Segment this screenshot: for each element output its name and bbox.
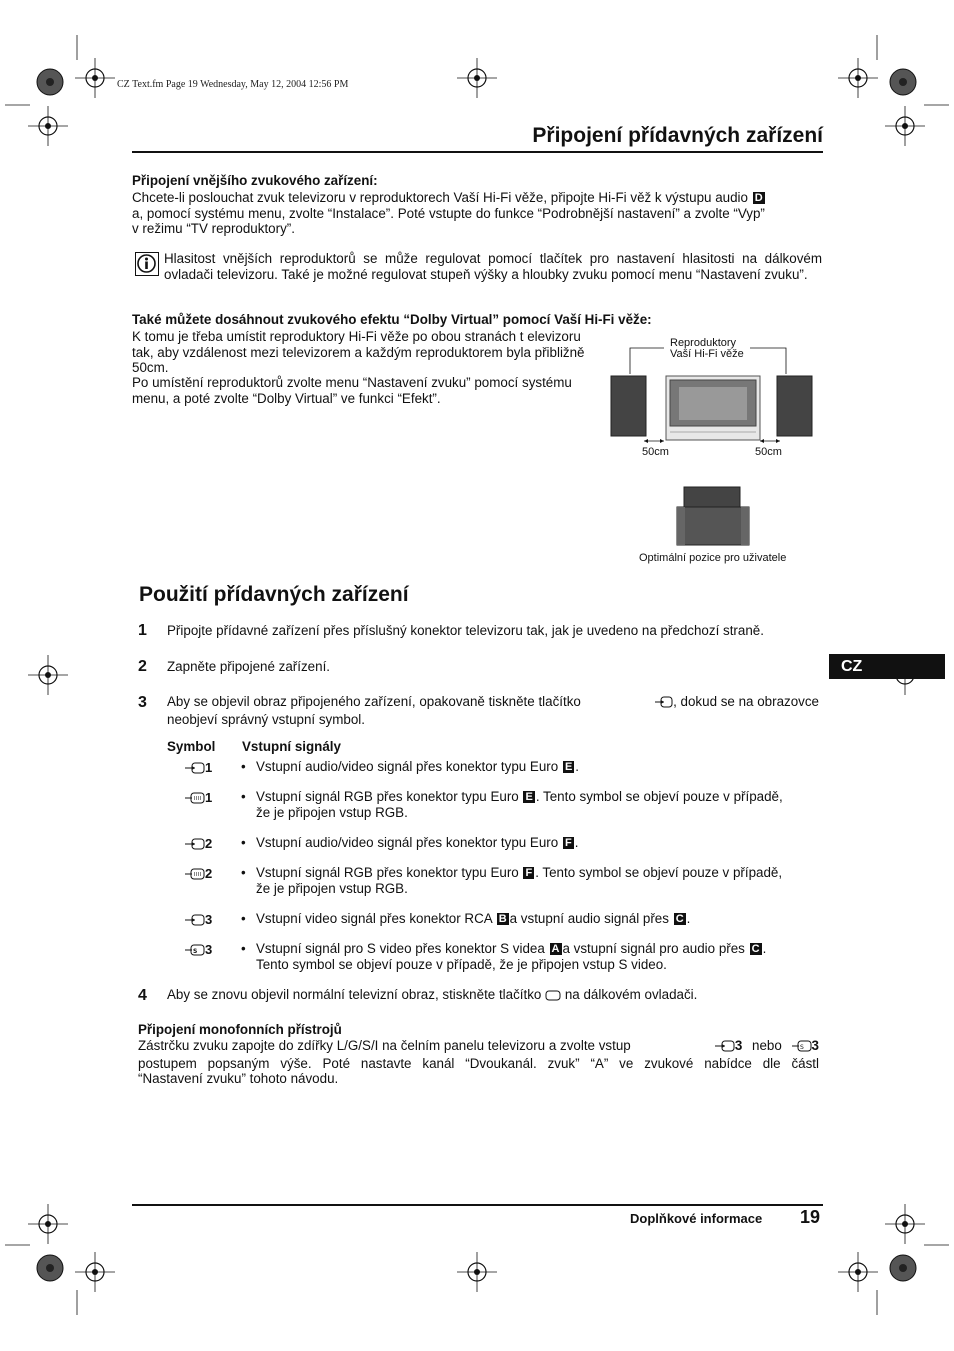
signal-description: Vstupní audio/video signál přes konektor typu Euro F . — [256, 835, 579, 850]
signal-description: Vstupní signál pro S video přes konektor S videa A a vstupní signál pro audio přes C . Tento symbol se objeví pouze v případě, že je připojen vstup S video. — [256, 941, 767, 972]
symbol-cell: 2 — [185, 866, 212, 883]
bullet: • — [241, 759, 246, 774]
svideo-input-icon — [792, 1040, 812, 1056]
mono-heading: Připojení monofonních přístrojů — [138, 1022, 342, 1037]
figure-label: Reproduktory Vaší Hi-Fi věže — [670, 337, 744, 360]
page-number: 19 — [800, 1207, 821, 1227]
connector-label: C — [675, 913, 684, 925]
footer-section: Doplňkové informace — [630, 1211, 763, 1226]
signal-description: Vstupní audio/video signál přes konektor typu Euro E . — [256, 759, 580, 774]
volume-note: Hlasitost vnějších reproduktorů se může regulovat pomocí tlačítek pro nastavení hlasitosti na dálkovém ovladači televizoru. Také je možné regulovat stupeň výšky a hloubky zvuku pomocí menu “Nastavení zvuku”. — [164, 251, 822, 282]
section-heading-external-audio: Připojení vnějšího zvukového zařízení: — [132, 173, 378, 188]
speaker-placement-figure — [600, 335, 830, 575]
chair-caption: Optimální pozice pro uživatele — [639, 552, 787, 564]
signal-description: Vstupní signál RGB přes konektor typu Euro E . Tento symbol se objeví pouze v případě, že je připojen vstup RGB. — [256, 789, 783, 820]
dolby-paragraph-2: Po umístění reproduktorů zvolte menu “Nastavení zvuku” pomocí systému menu, a poté zvolte “Dolby Virtual” ve funkci “Efekt”. — [132, 375, 572, 406]
step-number: 1 — [138, 622, 147, 639]
svideo-input-icon — [185, 944, 205, 959]
table-header-signals: Vstupní signály — [242, 739, 341, 754]
bullet: • — [241, 789, 246, 804]
distance-left: 50cm — [642, 446, 669, 458]
symbol-cell: S 3 — [185, 942, 212, 959]
av-input-icon — [715, 1040, 735, 1056]
av-input-icon — [185, 762, 205, 777]
connector-label: C — [751, 943, 760, 955]
av-input-icon — [185, 838, 205, 853]
connector-label: B — [498, 913, 507, 925]
footer-rule — [132, 1204, 823, 1206]
distance-right: 50cm — [755, 446, 782, 458]
frame-info: CZ Text.fm Page 19 Wednesday, May 12, 2004 12:56 PM — [117, 79, 349, 90]
signal-description: Vstupní signál RGB přes konektor typu Euro F . Tento symbol se objeví pouze v případě, že je připojen vstup RGB. — [256, 865, 783, 896]
connector-label: A — [551, 943, 560, 955]
bullet: • — [241, 835, 246, 850]
dolby-paragraph-1: K tomu je třeba umístit reproduktory Hi-Fi věže po obou stranách t elevizoru tak, aby vzdálenost mezi televizorem a každým reproduktorem byla přibližně 50cm. — [132, 329, 585, 375]
step-2-text: Zapněte připojené zařízení. — [167, 659, 331, 674]
rgb-input-icon — [185, 792, 205, 807]
section-heading-dolby: Také můžete dosáhnout zvukového efektu “Dolby Virtual” pomocí Vaší Hi-Fi věže: — [132, 312, 652, 327]
connector-label: D — [754, 192, 763, 204]
step-number: 3 — [138, 694, 147, 711]
mono-paragraph: Zástrčku zvuku zapojte do zdířky L/G/S/I na čelním panelu televizoru a zvolte vstup 3 nebo S 3 postupem popsaným výše. Poté nastavte kanál “Dvoukanál. zvuk” “A” ve zvukové nabídce dle částl “Nastavení zvuku” tohoto návodu. — [138, 1038, 819, 1086]
bullet: • — [241, 911, 246, 926]
step-3-text: Aby se objevil obraz připojeného zařízení, opakovaně tiskněte tlačítko , dokud se na obrazovce neobjeví správný vstupní symbol. — [167, 694, 819, 727]
av-input-icon — [185, 914, 205, 929]
step-number: 2 — [138, 658, 147, 675]
symbol-cell: 3 — [185, 912, 212, 929]
header-rule — [132, 151, 823, 153]
bullet: • — [241, 865, 246, 880]
svg-text:S: S — [799, 1044, 804, 1051]
info-icon — [135, 252, 159, 276]
connector-label: E — [564, 761, 573, 773]
step-1-text: Připojte přídavné zařízení přes příslušný konektor televizoru tak, jak je uvedeno na předchozí straně. — [167, 623, 764, 638]
section-title-using-devices: Použití přídavných zařízení — [139, 583, 409, 606]
external-audio-paragraph: Chcete-li poslouchat zvuk televizoru v reproduktorech Vaší Hi-Fi věže, připojte Hi-Fi věž k výstupu audio D a, pomocí systému menu, zvolte “Instalace”. Poté vstupte do funkce “Podrobnější nastavení” a zvolte “Vyp” v režimu “TV reproduktory”. — [132, 190, 765, 236]
rgb-input-icon — [185, 868, 205, 883]
signal-description: Vstupní video signál přes konektor RCA B a vstupní audio signál přes C . — [256, 911, 691, 926]
connector-label: F — [564, 837, 572, 849]
step-number: 4 — [138, 987, 147, 1004]
input-button-icon — [655, 696, 673, 712]
connector-label: F — [525, 867, 533, 879]
symbol-cell: 1 — [185, 760, 212, 777]
table-header-symbol: Symbol — [167, 739, 216, 754]
connector-label: E — [525, 791, 533, 803]
symbol-cell: 1 — [185, 790, 212, 807]
symbol-cell: 2 — [185, 836, 212, 853]
step-4-text: Aby se znovu objevil normální televizní obraz, stiskněte tlačítko na dálkovém ovladači. — [167, 987, 697, 1005]
page-title: Připojení přídavných zařízení — [532, 124, 823, 147]
tv-button-icon — [545, 989, 561, 1005]
language-tab: CZ — [829, 654, 945, 679]
bullet: • — [241, 941, 246, 956]
svg-text:S: S — [193, 948, 198, 955]
